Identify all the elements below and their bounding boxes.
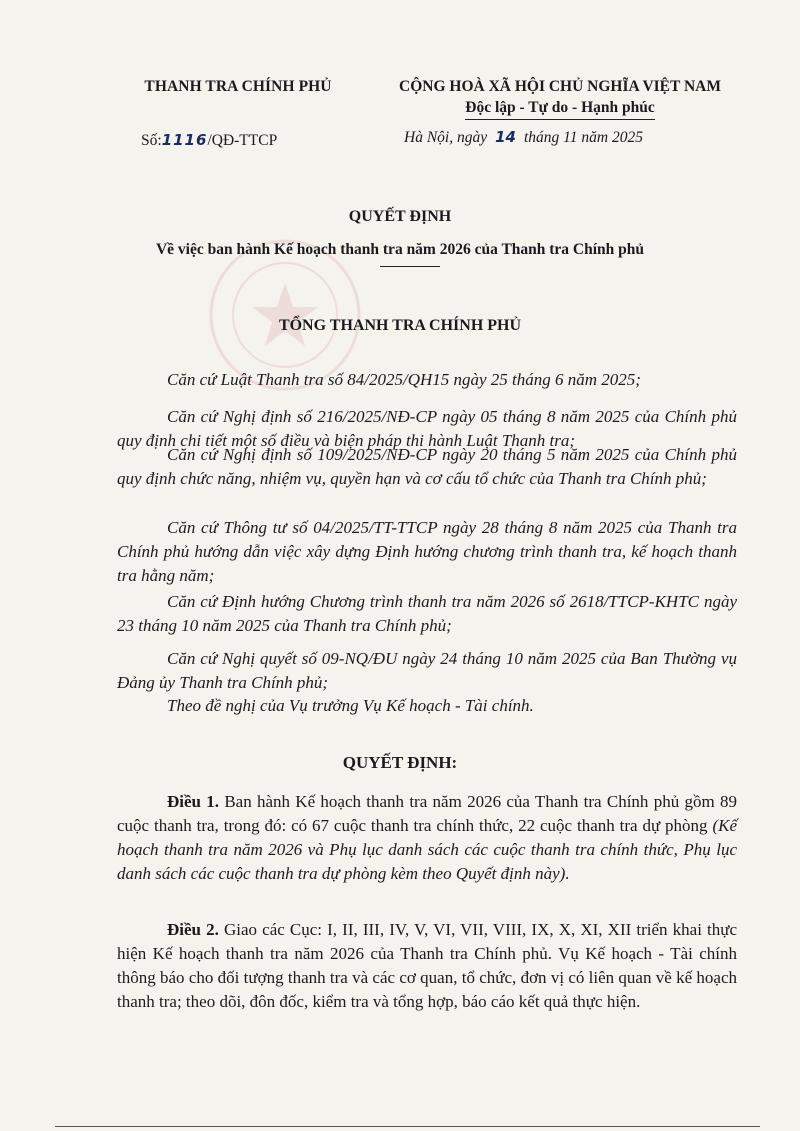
subject-divider: [380, 266, 440, 267]
agency-name: THANH TRA CHÍNH PHỦ: [144, 78, 332, 95]
national-motto: Độc lập - Tự do - Hạnh phúc: [465, 99, 654, 120]
article-1-label: Điều 1.: [167, 792, 220, 811]
legal-basis-3: Căn cứ Nghị định số 109/2025/NĐ-CP ngày 20 tháng 5 năm 2025 của Chính phủ quy định chức năng, nhiệm vụ, quyền hạn và cơ cấu tổ chức của Thanh tra Chính phủ;: [117, 445, 737, 488]
doc-no-handwritten: 1116: [161, 131, 208, 149]
republic-name: CỘNG HOÀ XÃ HỘI CHỦ NGHĨA VIỆT NAM: [399, 78, 721, 95]
national-header: [360, 78, 760, 120]
document-type-title: QUYẾT ĐỊNH: [348, 208, 452, 225]
doc-no-prefix: Số:: [141, 132, 162, 149]
article-1: [117, 790, 737, 886]
document-number: [141, 131, 277, 150]
article-1-text: Ban hành Kế hoạch thanh tra năm 2026 của Thanh tra Chính phủ gồm 89 cuộc thanh tra, trong đó: có 67 cuộc thanh tra chính thức, 22 cuộc thanh tra dự phòng: [117, 792, 737, 835]
place-date: [404, 128, 643, 147]
article-2-text: Giao các Cục: I, II, III, IV, V, VI, VII, VIII, IX, X, XI, XII triển khai thực hiện Kế hoạch thanh tra năm 2026 của Thanh tra Chính phủ. Vụ Kế hoạch - Tài chính thông báo cho đối tượng thanh tra và các cơ quan, tổ chức, đơn vị có liên quan về kế hoạch thanh tra; theo dõi, đôn đốc, kiểm tra và tổng hợp, báo cáo kết quả thực hiện.: [117, 920, 738, 1011]
date-prefix: Hà Nội, ngày: [404, 129, 488, 146]
article-2: [117, 918, 737, 1014]
legal-basis-5: Căn cứ Định hướng Chương trình thanh tra năm 2026 số 2618/TTCP-KHTC ngày 23 tháng 10 năm 2025 của Thanh tra Chính phủ;: [117, 592, 737, 635]
article-2-label: Điều 2.: [167, 920, 219, 939]
article-1-note: (Kế hoạch thanh tra năm 2026 và Phụ lục danh sách các cuộc thanh tra chính thức, Phụ lục danh sách các cuộc thanh tra dự phòng kèm theo Quyết định này).: [117, 816, 737, 883]
page-bottom-edge: [55, 1126, 760, 1127]
legal-basis-7: Theo đề nghị của Vụ trưởng Vụ Kế hoạch - Tài chính.: [167, 696, 534, 715]
date-suffix: tháng 11 năm 2025: [523, 129, 643, 146]
issuer-title: TỔNG THANH TRA CHÍNH PHỦ: [278, 317, 522, 334]
legal-basis-6: Căn cứ Nghị quyết số 09-NQ/ĐU ngày 24 tháng 10 năm 2025 của Ban Thường vụ Đảng ủy Thanh tra Chính phủ;: [117, 649, 737, 692]
legal-basis-1: Căn cứ Luật Thanh tra số 84/2025/QH15 ngày 25 tháng 6 năm 2025;: [167, 370, 641, 389]
legal-basis-2: Căn cứ Nghị định số 216/2025/NĐ-CP ngày 05 tháng 8 năm 2025 của Chính phủ quy định chi tiết một số điều và biện pháp thi hành Luật Thanh tra;: [117, 407, 737, 450]
document-subject: Về việc ban hành Kế hoạch thanh tra năm 2026 của Thanh tra Chính phủ: [155, 241, 645, 258]
date-day-handwritten: 14: [495, 128, 516, 146]
legal-basis-4: Căn cứ Thông tư số 04/2025/TT-TTCP ngày 28 tháng 8 năm 2025 của Thanh tra Chính phủ hướng dẫn việc xây dựng Định hướng chương trình thanh tra, kế hoạch thanh tra hằng năm;: [117, 518, 737, 585]
decision-heading: QUYẾT ĐỊNH:: [342, 753, 458, 772]
agency-block: [118, 78, 358, 96]
doc-no-suffix: /QĐ-TTCP: [207, 132, 278, 149]
